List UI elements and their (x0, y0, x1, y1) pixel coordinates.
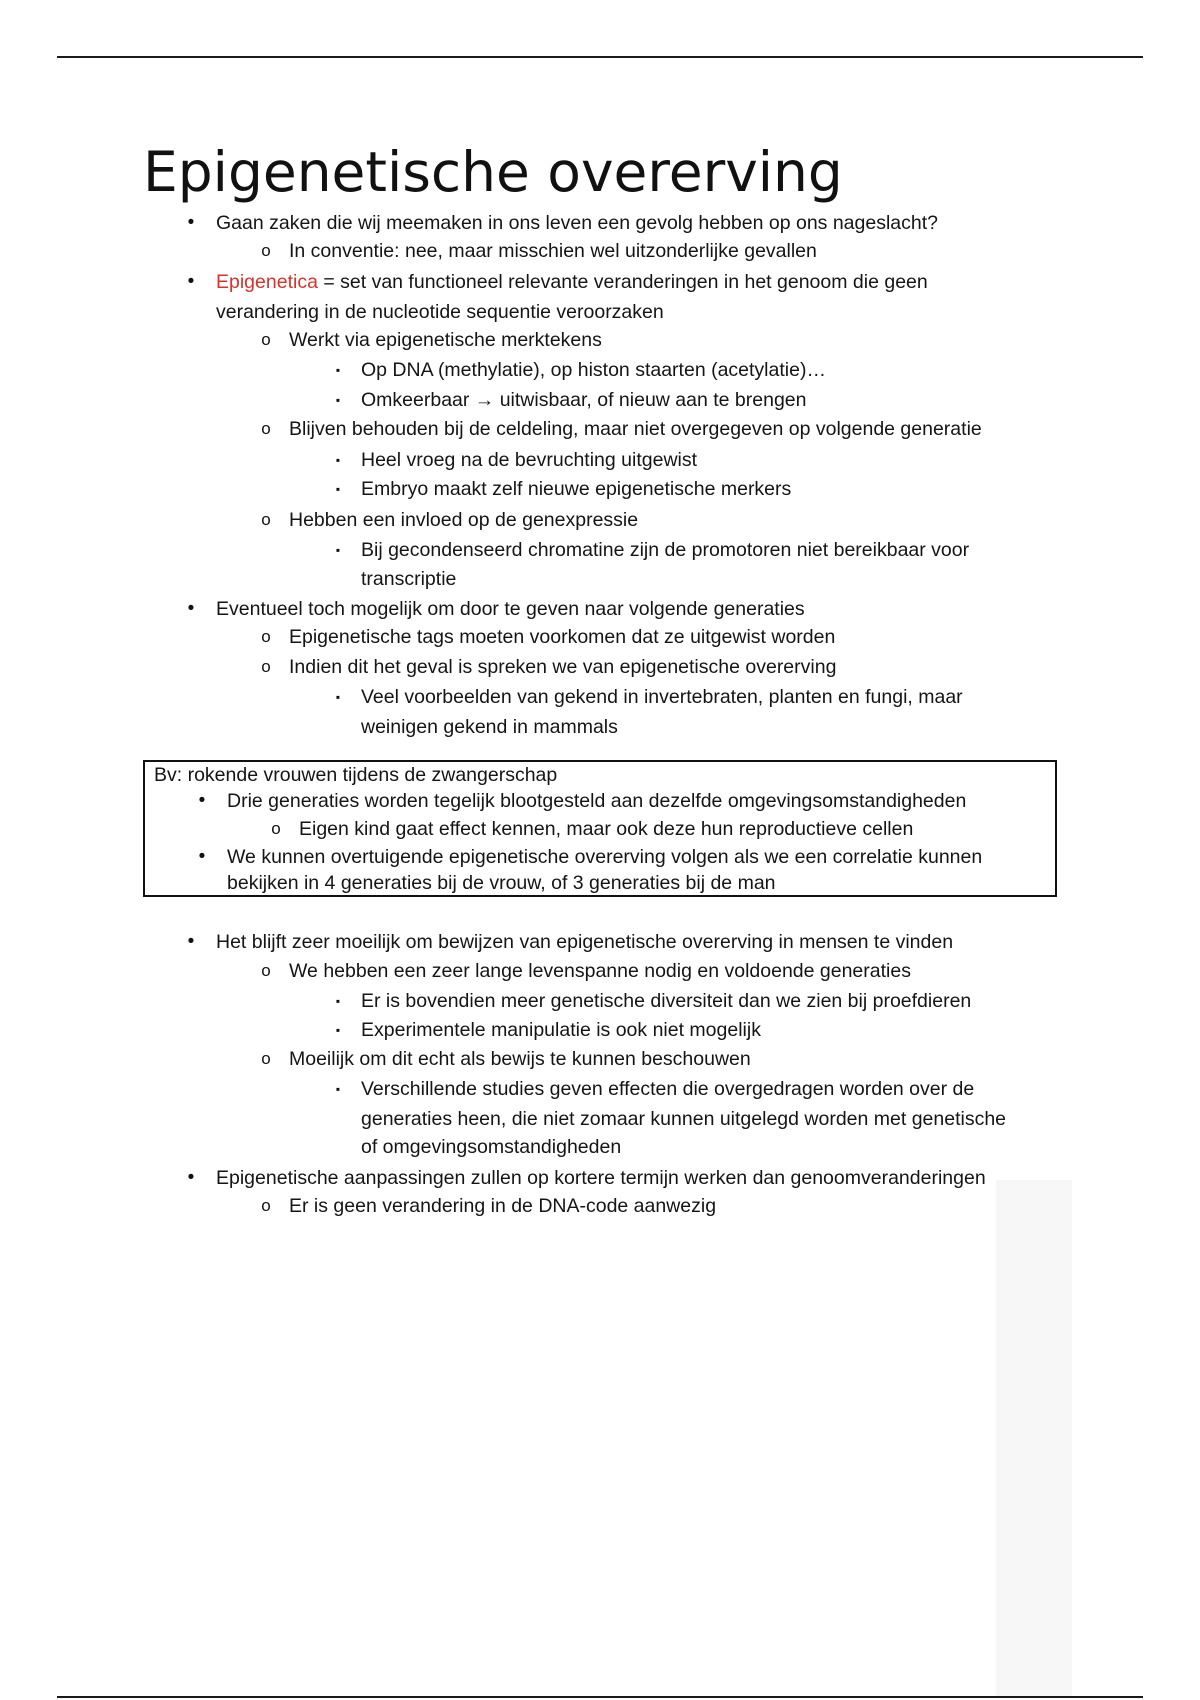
item-text: Blijven behouden bij de celdeling, maar niet overgegeven op volgende generatie (289, 418, 982, 440)
example-heading: Bv: rokende vrouwen tijdens de zwangerschap (154, 764, 558, 786)
item-text-continuation: bekijken in 4 generaties bij de vrouw, of 3 generaties bij de man (227, 872, 776, 894)
square-bullet-icon: ▪ (335, 482, 341, 496)
list-item (261, 415, 982, 443)
list-item (261, 1192, 717, 1220)
square-bullet-icon: ▪ (335, 543, 341, 557)
square-bullet-icon: ▪ (335, 453, 341, 467)
list-item (261, 623, 836, 651)
list-item (335, 356, 826, 384)
item-text: We kunnen overtuigende epigenetische overerving volgen als we een correlatie kunnen (227, 846, 983, 868)
circle-bullet-icon: o (271, 819, 281, 838)
item-text: Drie generaties worden tegelijk blootgesteld aan dezelfde omgevingsomstandigheden (227, 790, 967, 812)
list-item (261, 506, 639, 534)
square-bullet-icon: ▪ (335, 1023, 341, 1037)
page-title: Epigenetische overerving (143, 140, 843, 204)
item-text: Heel vroeg na de bevruchting uitgewist (361, 449, 698, 471)
circle-bullet-icon: o (261, 1196, 271, 1215)
item-text: Bij gecondenseerd chromatine zijn de promotoren niet bereikbaar voor (361, 539, 970, 561)
list-item (187, 268, 928, 296)
circle-bullet-icon: o (261, 330, 271, 349)
square-bullet-icon: ▪ (335, 994, 341, 1008)
list-item (187, 595, 805, 623)
list-item (335, 475, 792, 503)
highlighted-term: Epigenetica (216, 271, 318, 293)
disc-bullet-icon: • (187, 1167, 195, 1188)
item-text: Hebben een invloed op de genexpressie (289, 509, 639, 531)
item-text: Epigenetische aanpassingen zullen op kortere termijn werken dan genoomveranderingen (216, 1167, 986, 1189)
item-text: Epigenetische tags moeten voorkomen dat ze uitgewist worden (289, 626, 836, 648)
list-item (187, 928, 954, 956)
item-text: Verschillende studies geven effecten die overgedragen worden over de (361, 1078, 975, 1100)
list-item (335, 1075, 975, 1103)
item-text-continuation: transcriptie (361, 568, 457, 590)
item-text: Eigen kind gaat effect kennen, maar ook deze hun reproductieve cellen (299, 818, 914, 840)
list-item (261, 237, 817, 265)
list-item (261, 326, 602, 354)
square-bullet-icon: ▪ (335, 363, 341, 377)
list-item (271, 815, 914, 843)
list-item (335, 536, 970, 564)
item-text: Eventueel toch mogelijk om door te geven naar volgende generaties (216, 598, 805, 620)
item-text: Er is geen verandering in de DNA-code aanwezig (289, 1195, 717, 1217)
list-item (335, 1016, 761, 1044)
circle-bullet-icon: o (261, 1049, 271, 1068)
item-text-continuation: verandering in de nucleotide sequentie veroorzaken (216, 301, 664, 323)
item-text: Omkeerbaar → uitwisbaar, of nieuw aan te brengen (361, 389, 807, 411)
list-item (335, 987, 972, 1015)
item-text-continuation: generaties heen, die niet zomaar kunnen uitgelegd worden met genetische (361, 1108, 1007, 1130)
list-item (187, 209, 938, 237)
square-bullet-icon: ▪ (335, 690, 341, 704)
list-item (261, 653, 837, 681)
disc-bullet-icon: • (198, 790, 206, 811)
item-text: Experimentele manipulatie is ook niet mogelijk (361, 1019, 761, 1041)
item-text: Embryo maakt zelf nieuwe epigenetische merkers (361, 478, 792, 500)
item-text-continuation: weinigen gekend in mammals (361, 716, 618, 738)
disc-bullet-icon: • (187, 271, 195, 292)
item-text: Er is bovendien meer genetische diversiteit dan we zien bij proefdieren (361, 990, 972, 1012)
item-text: Moeilijk om dit echt als bewijs te kunnen beschouwen (289, 1048, 751, 1070)
item-text: We hebben een zeer lange levenspanne nodig en voldoende generaties (289, 960, 911, 982)
list-item (261, 1045, 751, 1073)
square-bullet-icon: ▪ (335, 393, 341, 407)
item-text: In conventie: nee, maar misschien wel uitzonderlijke gevallen (289, 240, 817, 262)
circle-bullet-icon: o (261, 241, 271, 260)
item-text-continuation: of omgevingsomstandigheden (361, 1136, 622, 1158)
item-text: Werkt via epigenetische merktekens (289, 329, 602, 351)
circle-bullet-icon: o (261, 419, 271, 438)
item-text: Veel voorbeelden van gekend in invertebraten, planten en fungi, maar (361, 686, 963, 708)
list-item (187, 1164, 986, 1192)
page-shadow (996, 1180, 1072, 1696)
disc-bullet-icon: • (198, 846, 206, 867)
list-item (335, 386, 807, 414)
item-text: = set van functioneel relevante veranderingen in het genoom die geen (317, 271, 928, 293)
list-item (335, 683, 963, 711)
list-item (198, 787, 967, 815)
disc-bullet-icon: • (187, 931, 195, 952)
disc-bullet-icon: • (187, 212, 195, 233)
circle-bullet-icon: o (261, 961, 271, 980)
item-text: Het blijft zeer moeilijk om bewijzen van epigenetische overerving in mensen te vinden (216, 931, 954, 953)
square-bullet-icon: ▪ (335, 1082, 341, 1096)
circle-bullet-icon: o (261, 510, 271, 529)
item-text: Op DNA (methylatie), op histon staarten (acetylatie)… (361, 359, 826, 381)
list-item (335, 446, 698, 474)
item-text: Indien dit het geval is spreken we van epigenetische overerving (289, 656, 837, 678)
bottom-rule (57, 1696, 1143, 1698)
circle-bullet-icon: o (261, 657, 271, 676)
top-rule (57, 56, 1143, 58)
list-item (261, 957, 911, 985)
circle-bullet-icon: o (261, 627, 271, 646)
disc-bullet-icon: • (187, 598, 195, 619)
item-text: Gaan zaken die wij meemaken in ons leven een gevolg hebben op ons nageslacht? (216, 212, 938, 234)
list-item (198, 843, 983, 871)
